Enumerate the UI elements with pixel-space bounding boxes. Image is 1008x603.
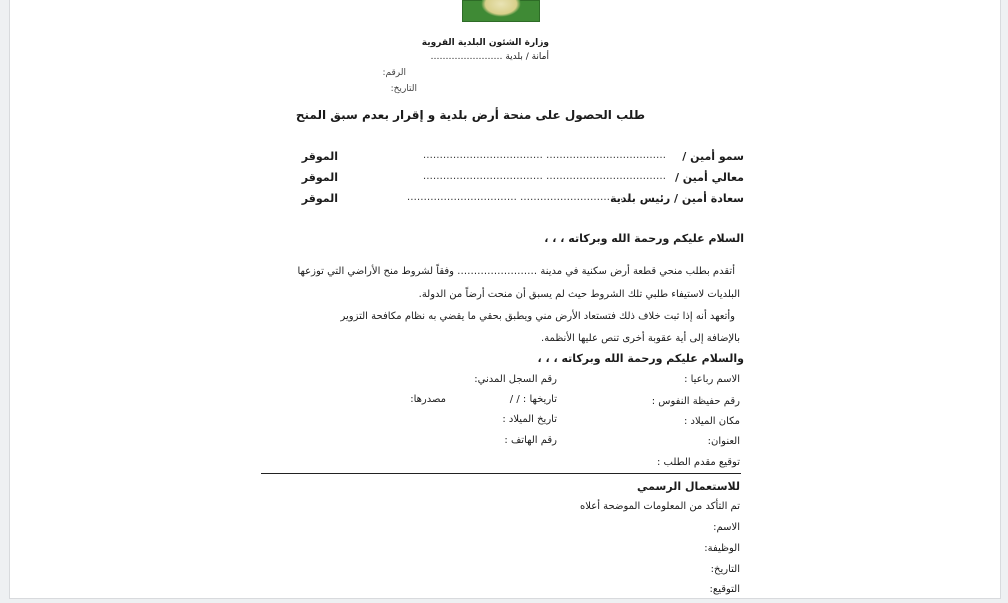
ministry-name: وزارة الشئون البلدية القروية xyxy=(421,38,549,48)
addressee-2-label: معالي أمين / xyxy=(674,171,744,184)
official-job-label: الوظيفة: xyxy=(704,543,740,554)
body-line-1: أتقدم بطلب منحي قطعة أرض سكنية في مدينة …………………… وفقاً لشروط منح الأراضي التي توزعها xyxy=(297,266,735,277)
id-number-label: رقم حفيظة النفوس : xyxy=(651,396,740,407)
addressee-1-suffix: الموقر xyxy=(301,150,338,163)
amanah-line: أمانة / بلدية …………………… xyxy=(430,52,549,62)
body-line-4: بالإضافة إلى أية عقوبة أخرى تنص عليها الأنظمة. xyxy=(541,333,740,344)
addressee-3-dots: …………………………… …………………………… xyxy=(406,192,630,203)
birth-date-label: تاريخ الميلاد : xyxy=(502,414,557,425)
official-date-label: التاريخ: xyxy=(710,564,740,575)
applicant-signature-label: توقيع مقدم الطلب : xyxy=(657,457,740,468)
document-title: طلب الحصول على منحة أرض بلدية و إقرار بعدم سبق المنح xyxy=(295,108,645,122)
addressee-3-label: سعادة أمين / رئيس بلدية xyxy=(610,192,744,205)
section-divider xyxy=(261,473,741,474)
addressee-1-dots: ……………………………… ……………………………… xyxy=(422,150,666,161)
body-line-2: البلديات لاستيفاء طلبي تلك الشروط حيث لم يسبق أن منحت أرضاً من الدولة. xyxy=(418,289,740,300)
addressee-3-suffix: الموقر xyxy=(301,192,338,205)
number-label: الرقم: xyxy=(382,68,406,78)
official-signature-label: التوقيع: xyxy=(709,584,740,595)
issue-place-label: مصدرها: xyxy=(410,394,446,405)
document-page xyxy=(9,0,1001,599)
official-use-heading: للاستعمال الرسمي xyxy=(637,480,740,493)
addressee-2-dots: ……………………………… ……………………………… xyxy=(422,171,666,182)
ministry-logo xyxy=(462,0,540,22)
date-label: التاريخ: xyxy=(390,84,417,94)
addressee-1-label: سمو أمين / xyxy=(682,150,744,163)
full-name-label: الاسم رباعيا : xyxy=(684,374,740,385)
closing-greeting: والسلام عليكم ورحمة الله وبركاته ، ، ، xyxy=(537,352,744,365)
civil-record-label: رقم السجل المدني: xyxy=(474,374,557,385)
greeting: السلام عليكم ورحمة الله وبركاته ، ، ، xyxy=(544,232,744,245)
issue-date-label: تاريخها : / / xyxy=(509,394,557,405)
verified-note: تم التأكد من المعلومات الموضحة أعلاه xyxy=(580,501,740,512)
body-line-3: وأتعهد أنه إذا ثبت خلاف ذلك فتستعاد الأرض مني ويطبق بحقي ما يقضي به نظام مكافحة التزوير xyxy=(340,311,735,322)
phone-label: رقم الهاتف : xyxy=(504,435,557,446)
birth-place-label: مكان الميلاد : xyxy=(683,416,740,427)
addressee-2-suffix: الموقر xyxy=(301,171,338,184)
official-name-label: الاسم: xyxy=(713,522,740,533)
address-label: العنوان: xyxy=(707,436,740,447)
